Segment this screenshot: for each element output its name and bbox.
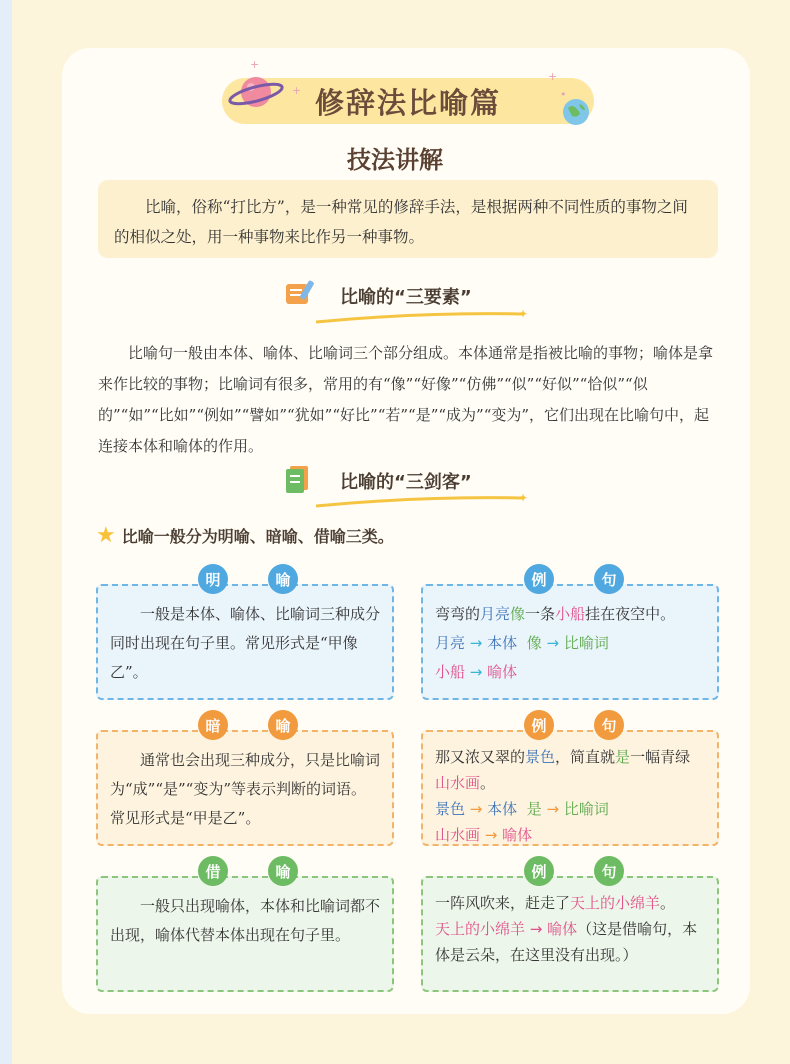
metonymic-pill-1: 借 (198, 856, 228, 886)
sparkle-icon: + (250, 58, 260, 71)
arrow-icon: → (469, 663, 483, 681)
simile-mapping-line-1: 月亮 → 本体 像 → 比喻词 (435, 634, 609, 652)
simile-definition-text: 一般是本体、喻体、比喻词三种成分同时出现在句子里。常见形式是“甲像乙”。 (110, 605, 381, 681)
simile-example-sentence: 弯弯的月亮像一条小船挂在夜空中。 (435, 605, 676, 623)
metaphor-pill-1: 暗 (198, 710, 228, 740)
metaphor-definition-text: 通常也会出现三种成分，只是比喻词为“成”“是”“变为”等表示判断的词语。常见形式是“甲是乙”。 (110, 751, 381, 827)
page-title: 修辞法比喻篇 (314, 85, 501, 120)
simile-mapping-line-2: 小船 → 喻体 (435, 663, 518, 681)
arrow-icon: → (469, 800, 483, 818)
classification-text: 比喻一般分为明喻、暗喻、借喻三类。 (121, 527, 394, 546)
swoosh-underline (312, 488, 532, 510)
example-pill-2: 句 (594, 564, 624, 594)
metaphor-example-box (421, 730, 719, 846)
arrow-icon: → (546, 800, 560, 818)
metonymic-label-pills (198, 856, 298, 886)
example-pill-1: 例 (524, 710, 554, 740)
planet-icon (226, 68, 286, 116)
arrow-icon: → (469, 634, 483, 652)
arrow-icon: → (529, 920, 543, 938)
section-title-three-elements: 比喻的“三要素” (340, 287, 472, 308)
metaphor-example-sentence: 那又浓又翠的景色，简直就是一幅青绿山水画。 (435, 748, 691, 792)
example-pill-2: 句 (594, 710, 624, 740)
sparkle-icon: + (292, 84, 302, 97)
metaphor-label-pills (198, 710, 298, 740)
metonymic-definition-text: 一般只出现喻体，本体和比喻词都不出现，喻体代替本体出现在句子里。 (110, 897, 381, 944)
sparkle-icon: • (560, 88, 567, 101)
star-icon: ★ (96, 522, 116, 548)
metaphor-pill-2: 喻 (268, 710, 298, 740)
section-title-three-types: 比喻的“三剑客” (340, 472, 472, 493)
simile-example-pills (524, 564, 624, 594)
classification-line (96, 524, 394, 547)
metaphor-definition-box (96, 730, 394, 846)
three-elements-paragraph: 比喻句一般由本体、喻体、比喻词三个部分组成。本体通常是指被比喻的事物；喻体是拿来作比较的事物；比喻词有很多，常用的有“像”“好像”“仿佛”“似”“好似”“恰似”“似的”“如”“比如”“例如”“譬如”“犹如”“好比”“若”“是”“成为”“变为”，它们出现在比喻句中，起连接本体和喻体的作用。 (98, 344, 714, 455)
simile-definition-box (96, 584, 394, 700)
metonymic-example-sentence: 一阵风吹来，赶走了天上的小绵羊。 (435, 894, 676, 912)
arrow-icon: → (484, 826, 498, 844)
metonymic-example-box (421, 876, 719, 992)
arrow-icon: → (546, 634, 560, 652)
metonymic-note: （这是借喻句，本体是云朵，在这里没有出现。） (435, 920, 698, 964)
example-pill-1: 例 (524, 564, 554, 594)
simile-label-pills (198, 564, 298, 594)
section-subtitle: 技法讲解 (347, 146, 443, 174)
simile-example-box (421, 584, 719, 700)
metonymic-mapping-line: 天上的小绵羊 → 喻体（这是借喻句，本体是云朵，在这里没有出现。） (435, 920, 698, 964)
metonymic-pill-2: 喻 (268, 856, 298, 886)
intro-box: 比喻，俗称“打比方”，是一种常见的修辞手法，是根据两种不同性质的事物之间的相似之处，用一种事物来比作另一种事物。 (98, 180, 718, 258)
simile-pill-1: 明 (198, 564, 228, 594)
simile-pill-2: 喻 (268, 564, 298, 594)
metonymic-example-pills (524, 856, 624, 886)
example-pill-1: 例 (524, 856, 554, 886)
metaphor-mapping-line-1: 景色 → 本体 是 → 比喻词 (435, 800, 609, 818)
metaphor-mapping-line-2: 山水画 → 喻体 (435, 826, 533, 844)
sparkle-icon: + (548, 70, 558, 83)
metonymic-definition-box (96, 876, 394, 992)
svg-text:✦: ✦ (518, 307, 529, 321)
swoosh-underline (312, 304, 532, 326)
svg-text:✦: ✦ (518, 491, 529, 505)
metaphor-example-pills (524, 710, 624, 740)
example-pill-2: 句 (594, 856, 624, 886)
